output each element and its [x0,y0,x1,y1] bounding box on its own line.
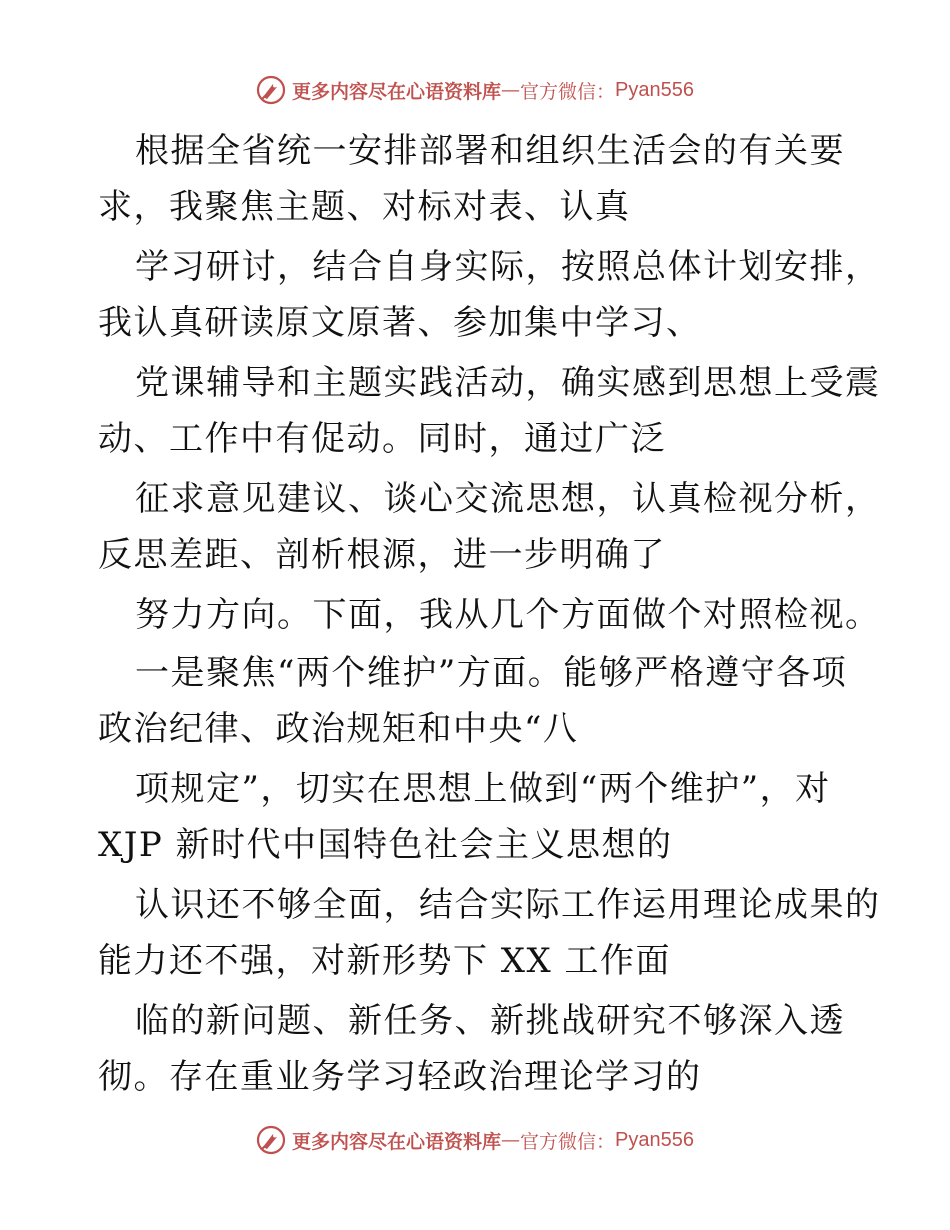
body-line-8: 反思差距、剖析根源，进一步明确了 [98,535,666,575]
header-banner [0,70,950,110]
body-line-1: 根据全省统一安排部署和组织生活会的有关要 [135,131,845,171]
footer-separator: — [501,1129,521,1151]
body-line-12: 项规定”，切实在思想上做到“两个维护”，对 [135,769,831,809]
body-line-6: 动、工作中有促动。同时，通过广泛 [98,419,666,459]
pen-nib-logo-icon [256,75,286,105]
body-line-13: XJP 新时代中国特色社会主义思想的 [98,825,673,865]
body-line-3: 学习研讨，结合自身实际，按照总体计划安排， [135,247,881,287]
body-line-4: 我认真研读原文原著、参加集中学习、 [98,303,702,343]
body-line-5: 党课辅导和主题实践活动，确实感到思想上受震 [135,363,881,403]
body-line-9: 努力方向。下面，我从几个方面做个对照检视。 [135,595,881,635]
body-line-10: 一是聚焦“两个维护”方面。能够严格遵守各项 [135,653,848,693]
body-line-15: 能力还不强，对新形势下 XX 工作面 [98,941,672,981]
footer-contact-label: 官方微信： [520,1130,616,1153]
pen-nib-logo-icon [256,1125,286,1155]
body-line-7: 征求意见建议、谈心交流思想，认真检视分析， [135,479,881,519]
header-contact-label: 官方微信： [520,80,616,103]
body-line-11: 政治纪律、政治规矩和中央“八 [98,709,579,749]
header-site-text: 更多内容尽在心语资料库 [292,80,502,103]
body-line-2: 求，我聚焦主题、对标对表、认真 [98,187,631,227]
header-contact-id: Pyan556 [615,78,694,101]
footer-contact-id: Pyan556 [615,1128,694,1151]
body-line-16: 临的新问题、新任务、新挑战研究不够深入透 [135,1001,845,1041]
header-separator: — [501,79,521,101]
body-line-14: 认识还不够全面，结合实际工作运用理论成果的 [135,885,881,925]
footer-banner [0,1120,950,1160]
body-line-17: 彻。存在重业务学习轻政治理论学习的 [98,1057,702,1097]
footer-site-text: 更多内容尽在心语资料库 [292,1130,502,1153]
